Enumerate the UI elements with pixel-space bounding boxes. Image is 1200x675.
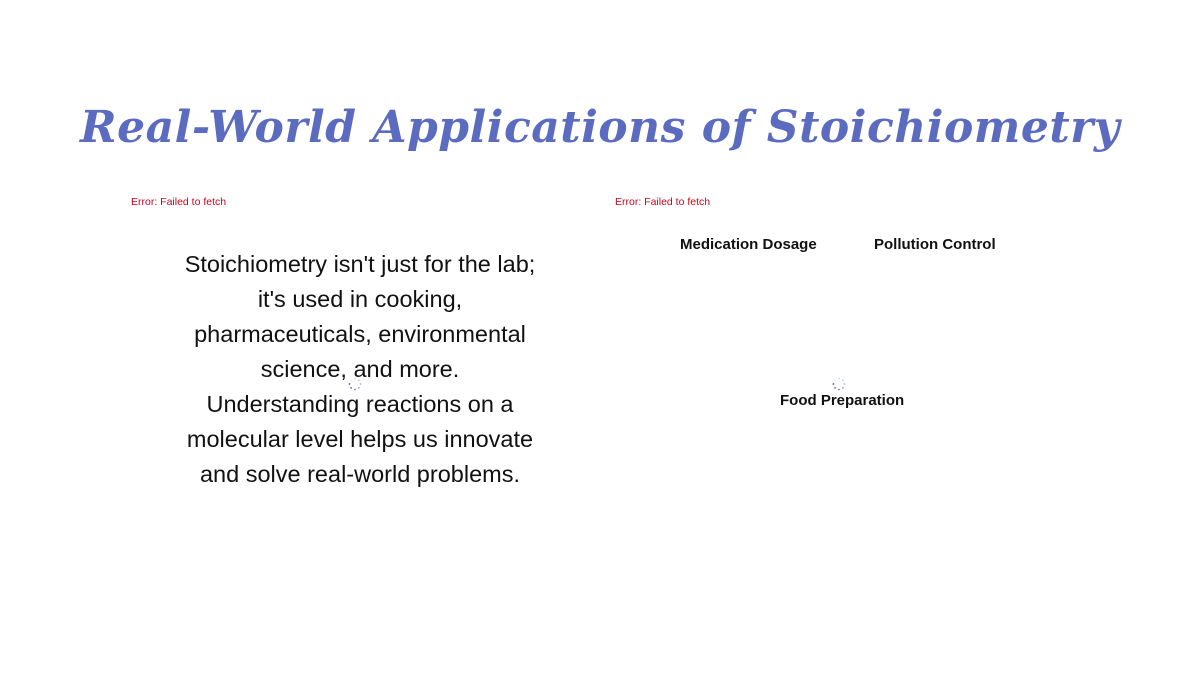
- loading-spinner-icon: [832, 377, 846, 391]
- description-text: Stoichiometry isn't just for the lab; it's used in cooking, pharmaceuticals, environmental science, and more. Understanding reactions on a molecular level helps us innovate and solve real-world problems.: [184, 251, 536, 487]
- slide-title: Real-World Applications of Stoichiometry: [80, 102, 1120, 153]
- application-label-medication-dosage: Medication Dosage: [680, 236, 817, 253]
- fetch-error-message: Error: Failed to fetch: [131, 196, 227, 208]
- application-label-pollution-control: Pollution Control: [874, 236, 996, 253]
- application-label-food-preparation: Food Preparation: [780, 392, 905, 409]
- loading-spinner-icon: [348, 377, 362, 391]
- fetch-error-message: Error: Failed to fetch: [615, 196, 711, 208]
